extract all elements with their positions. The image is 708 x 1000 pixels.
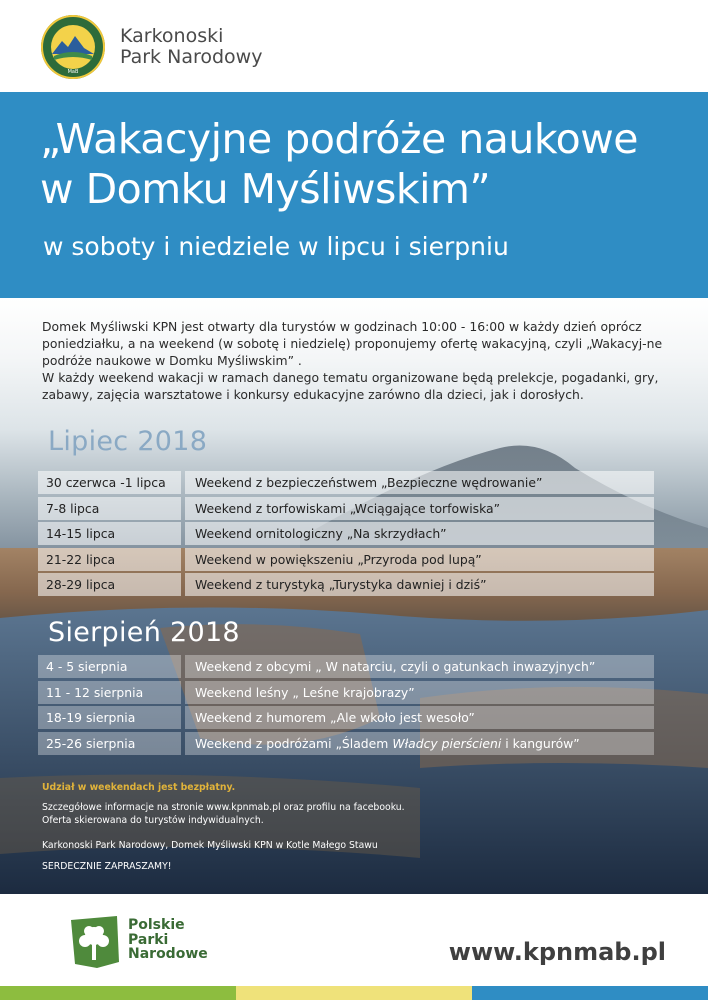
- intro-text: [42, 318, 667, 403]
- schedule-date: 7-8 lipca: [38, 497, 181, 520]
- schedule-date: 11 - 12 sierpnia: [38, 681, 181, 704]
- schedule-row: [38, 732, 654, 758]
- poster-title-line1: „Wakacyjne podróże naukowe: [40, 115, 638, 163]
- schedule-event: Weekend z humorem „Ale wkoło jest wesoło”: [185, 706, 654, 729]
- schedule-event: Weekend ornitologiczny „Na skrzydłach”: [185, 522, 654, 545]
- intro-paragraph-1: Domek Myśliwski KPN jest otwarty dla turystów w godzinach 10:00 - 16:00 w każdy dzień oprócz poniedziałku, a na weekend (w sobotę i niedzielę) proponujemy ofertę wakacyjną, czyli „Wakacyj-ne podróże naukowe w Domku Myśliwskim” .: [42, 319, 663, 368]
- org-name-line1: Karkonoski: [120, 25, 224, 47]
- ppn-name-line3: Narodowe: [128, 946, 208, 962]
- schedule-date: 25-26 sierpnia: [38, 732, 181, 755]
- schedule-row: [38, 655, 654, 681]
- month-heading-august: Sierpień 2018: [48, 617, 240, 648]
- schedule-july: [38, 471, 654, 599]
- schedule-row: [38, 497, 654, 523]
- stripe-blue: [472, 986, 708, 1000]
- schedule-event: [185, 732, 654, 755]
- schedule-row: [38, 681, 654, 707]
- page-header: [0, 0, 708, 92]
- invite-note: SERDECZNIE ZAPRASZAMY!: [42, 861, 172, 872]
- schedule-row: [38, 573, 654, 599]
- stripe-green: [0, 986, 236, 1000]
- address-note: Karkonoski Park Narodowy, Domek Myśliwski KPN w Kotle Małego Stawu: [42, 840, 378, 851]
- stripe-yellow: [236, 986, 472, 1000]
- schedule-event: Weekend w powiększeniu „Przyroda pod lupą”: [185, 548, 654, 571]
- ppn-name-line2: Parki: [128, 931, 169, 948]
- schedule-date: 21-22 lipca: [38, 548, 181, 571]
- free-admission-note: Udział w weekendach jest bezpłatny.: [42, 782, 236, 793]
- color-stripe: [0, 986, 708, 1000]
- poster-subtitle: w soboty i niedziele w lipcu i sierpniu: [43, 232, 509, 261]
- intro-paragraph-2: W każdy weekend wakacji w ramach danego tematu organizowane będą prelekcje, pogadanki, gry, zabawy, zajęcia warsztatowe i konkursy edukacyjne zarówno dla dzieci, jak i dorosłych.: [42, 370, 659, 402]
- schedule-date: 18-19 sierpnia: [38, 706, 181, 729]
- schedule-row: [38, 471, 654, 497]
- schedule-event-text: i kangurów”: [501, 735, 580, 751]
- schedule-date: 28-29 lipca: [38, 573, 181, 596]
- schedule-row: [38, 706, 654, 732]
- poster-title-line2: w Domku Myśliwskim”: [40, 165, 491, 213]
- schedule-event: Weekend z torfowiskami „Wciągające torfowiska”: [185, 497, 654, 520]
- schedule-row: [38, 548, 654, 574]
- schedule-event: Weekend z bezpieczeństwem „Bezpieczne wędrowanie”: [185, 471, 654, 494]
- details-note: [42, 801, 562, 827]
- schedule-row: [38, 522, 654, 548]
- schedule-event: Weekend z turystyką „Turystyka dawniej i dziś”: [185, 573, 654, 596]
- title-banner: [0, 92, 708, 298]
- kpn-logo-icon: [40, 14, 106, 80]
- schedule-date: 30 czerwca -1 lipca: [38, 471, 181, 494]
- schedule-date: 14-15 lipca: [38, 522, 181, 545]
- ppn-name-line1: Polskie: [128, 917, 185, 933]
- schedule-event: Weekend leśny „ Leśne krajobrazy”: [185, 681, 654, 704]
- website-url: www.kpnmab.pl: [448, 938, 666, 966]
- schedule-event-italic: Władcy pierścieni: [392, 735, 502, 751]
- org-name-line2: Park Narodowy: [120, 46, 263, 68]
- schedule-august: [38, 655, 654, 757]
- month-heading-july: Lipiec 2018: [48, 426, 208, 457]
- svg-text:MaB: MaB: [67, 69, 79, 75]
- details-note-line2: Oferta skierowana do turystów indywidualnych.: [42, 815, 264, 826]
- landscape-section: [0, 298, 708, 894]
- page-footer: [0, 894, 708, 1000]
- schedule-date: 4 - 5 sierpnia: [38, 655, 181, 678]
- polskie-parki-narodowe-logo-icon: [67, 914, 121, 970]
- schedule-event: Weekend z obcymi „ W natarciu, czyli o gatunkach inwazyjnych”: [185, 655, 654, 678]
- schedule-event-text: Weekend z podróżami „Śladem: [195, 735, 393, 751]
- details-note-line1: Szczegółowe informacje na stronie www.kpnmab.pl oraz profilu na facebooku.: [42, 802, 405, 813]
- org-name: [120, 26, 262, 68]
- polskie-parki-narodowe-name: [128, 918, 208, 962]
- poster-title: [40, 114, 680, 214]
